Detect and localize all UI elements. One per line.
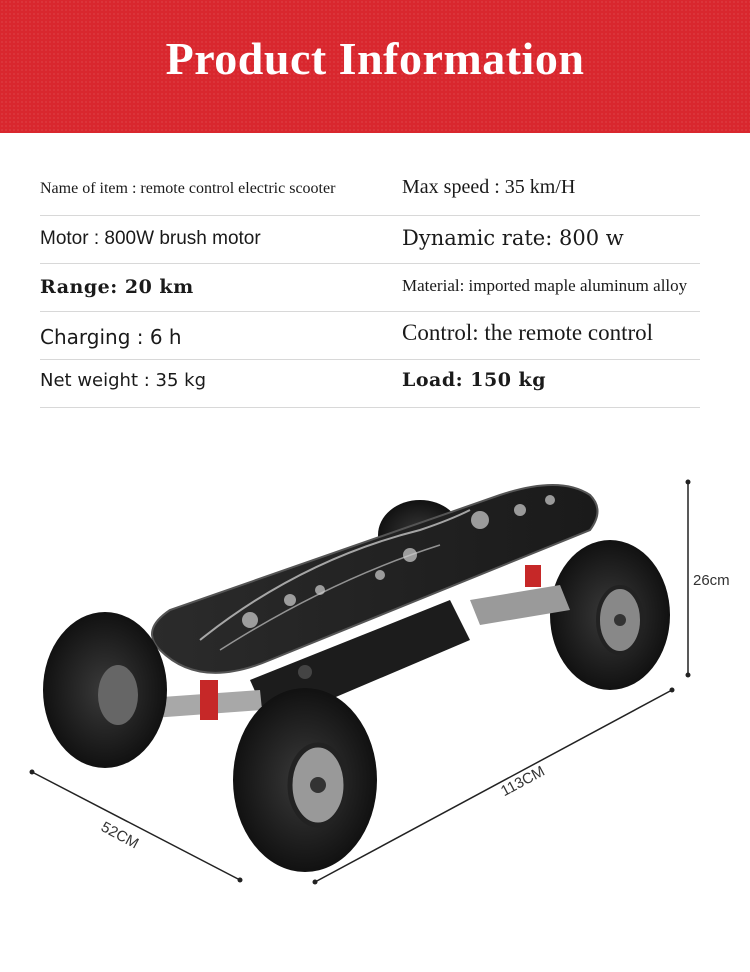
spec-load: Load: 150 kg xyxy=(402,369,546,391)
spec-material: Material: imported maple aluminum alloy xyxy=(402,276,688,295)
spec-motor: Motor : 800W brush motor xyxy=(40,228,261,249)
spec-table xyxy=(40,168,700,408)
spec-row xyxy=(40,216,700,264)
spec-row xyxy=(40,264,700,312)
spec-charging: Charging : 6 h xyxy=(40,325,182,349)
front-left-wheel xyxy=(233,688,377,872)
height-label: 26cm xyxy=(693,572,730,589)
front-right-wheel xyxy=(550,540,670,690)
spec-row xyxy=(40,168,700,216)
spec-net-weight: Net weight : 35 kg xyxy=(40,370,206,391)
header-banner xyxy=(0,0,750,133)
spec-row xyxy=(40,360,700,408)
spec-item-name: Name of item : remote control electric scooter xyxy=(40,180,336,197)
spec-dynamic-rate: Dynamic rate: 800 w xyxy=(402,226,624,250)
spec-row xyxy=(40,312,700,360)
product-photo xyxy=(0,430,750,972)
back-right-wheel xyxy=(43,612,167,768)
spec-max-speed: Max speed : 35 km/H xyxy=(402,176,576,198)
width-label: 52CM xyxy=(98,818,142,853)
spec-range: Range: 20 km xyxy=(40,276,194,298)
banner-title: Product Information xyxy=(165,33,585,84)
length-label: 113CM xyxy=(498,762,548,800)
spec-control: Control: the remote control xyxy=(402,320,654,345)
